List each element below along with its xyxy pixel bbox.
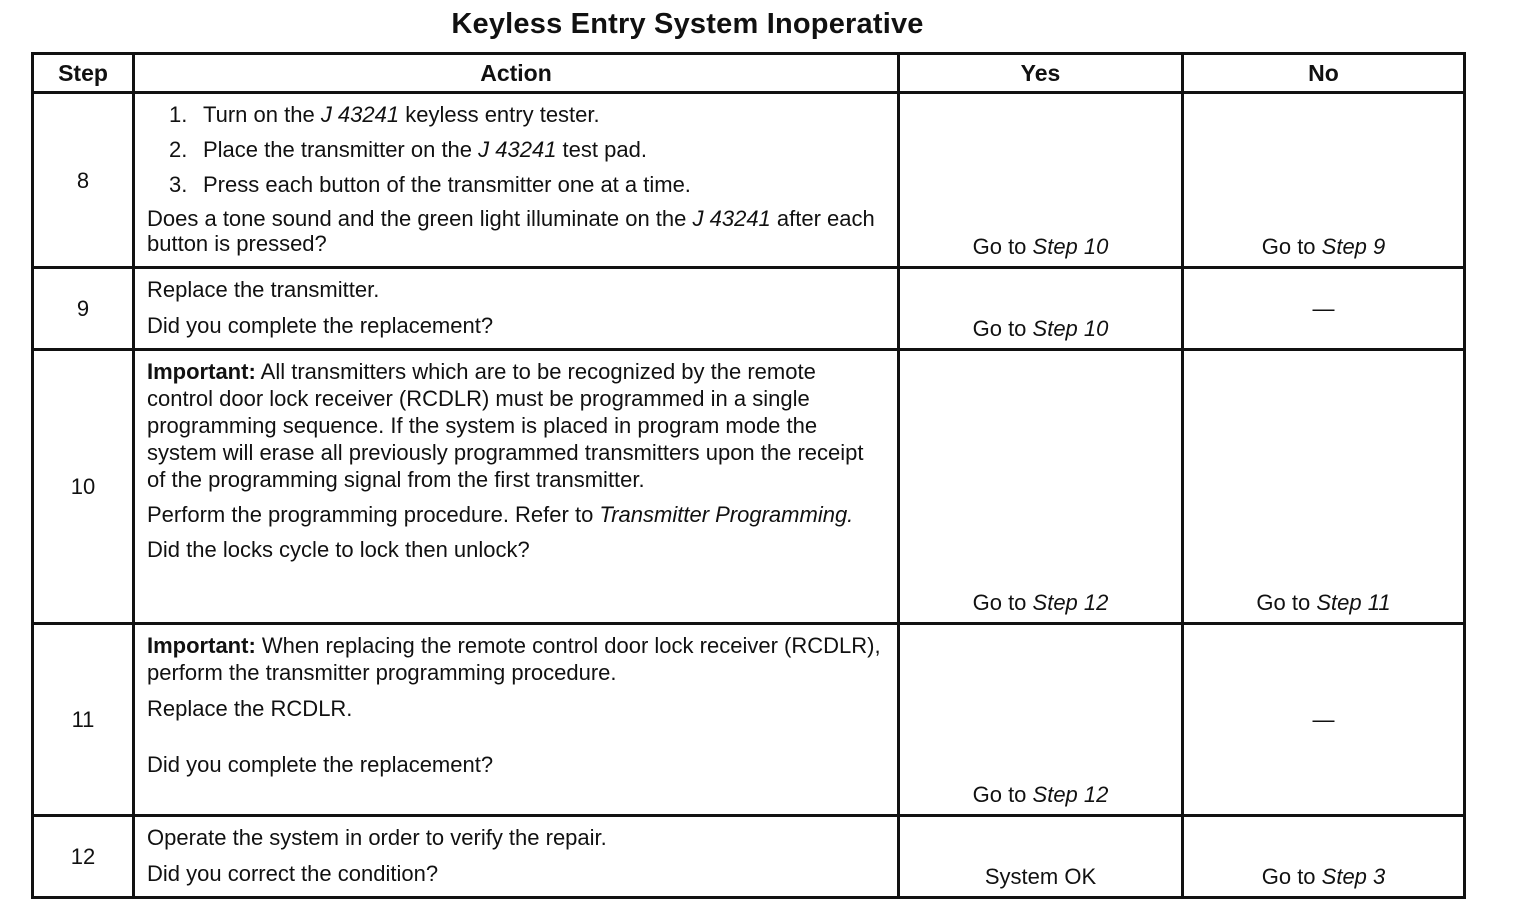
step-index: 3. [169, 172, 188, 197]
action-text: Replace the RCDLR. [147, 696, 353, 721]
yes-result: Go to Step 10 [899, 93, 1183, 268]
no-result: — [1183, 268, 1465, 350]
table-row-step-9 [33, 268, 1465, 350]
step-number: 9 [33, 268, 134, 350]
header-action: Action [134, 54, 899, 93]
table-row-step-8 [33, 93, 1465, 268]
action-text: Replace the transmitter. [147, 277, 380, 302]
step-index: 1. [169, 102, 188, 127]
no-result: Go to Step 9 [1183, 93, 1465, 268]
step-number: 12 [33, 816, 134, 898]
header-no: No [1183, 54, 1465, 93]
step-number: 10 [33, 350, 134, 624]
action-cell [134, 816, 899, 898]
numbered-step [147, 136, 885, 163]
action-cell [134, 268, 899, 350]
question-text: Did you correct the condition? [147, 861, 439, 886]
step-index: 2. [169, 137, 188, 162]
important-note: Important: All transmitters which are to be recognized by the remote control door lock receiver (RCDLR) must be programmed in a single programming sequence. If the system is placed in program mode the system will erase all previously programmed transmitters upon the receipt of the programming signal from the first transmitter. [147, 359, 864, 492]
header-yes: Yes [899, 54, 1183, 93]
no-result: — [1183, 624, 1465, 816]
header-row [33, 54, 1465, 93]
question-text: Did you complete the replacement? [147, 313, 494, 338]
action-cell [134, 350, 899, 624]
step-text: Turn on the J 43241 keyless entry tester. [203, 102, 600, 127]
action-cell [134, 624, 899, 816]
yes-result: System OK [899, 816, 1183, 898]
table-row-step-12 [33, 816, 1465, 898]
header-step: Step [33, 54, 134, 93]
question-text: Does a tone sound and the green light illuminate on the J 43241 after each button is pressed? [147, 206, 875, 256]
action-text: Perform the programming procedure. Refer to Transmitter Programming. [147, 502, 854, 527]
numbered-step [147, 171, 885, 198]
table-row-step-10 [33, 350, 1465, 624]
question-text: Did you complete the replacement? [147, 752, 494, 777]
action-cell [134, 93, 899, 268]
yes-result: Go to Step 12 [899, 624, 1183, 816]
step-number: 8 [33, 93, 134, 268]
step-text: Place the transmitter on the J 43241 test pad. [203, 137, 647, 162]
question-text: Did the locks cycle to lock then unlock? [147, 537, 530, 562]
diagnostic-table [31, 52, 1466, 899]
yes-result: Go to Step 10 [899, 268, 1183, 350]
yes-result: Go to Step 12 [899, 350, 1183, 624]
action-text: Operate the system in order to verify the repair. [147, 825, 607, 850]
numbered-step [147, 101, 885, 128]
important-note: Important: When replacing the remote control door lock receiver (RCDLR), perform the transmitter programming procedure. [147, 633, 881, 685]
table-row-step-11 [33, 624, 1465, 816]
page-title: Keyless Entry System Inoperative [451, 8, 924, 40]
step-text: Press each button of the transmitter one at a time. [203, 172, 691, 197]
no-result: Go to Step 11 [1183, 350, 1465, 624]
no-result: Go to Step 3 [1183, 816, 1465, 898]
step-number: 11 [33, 624, 134, 816]
